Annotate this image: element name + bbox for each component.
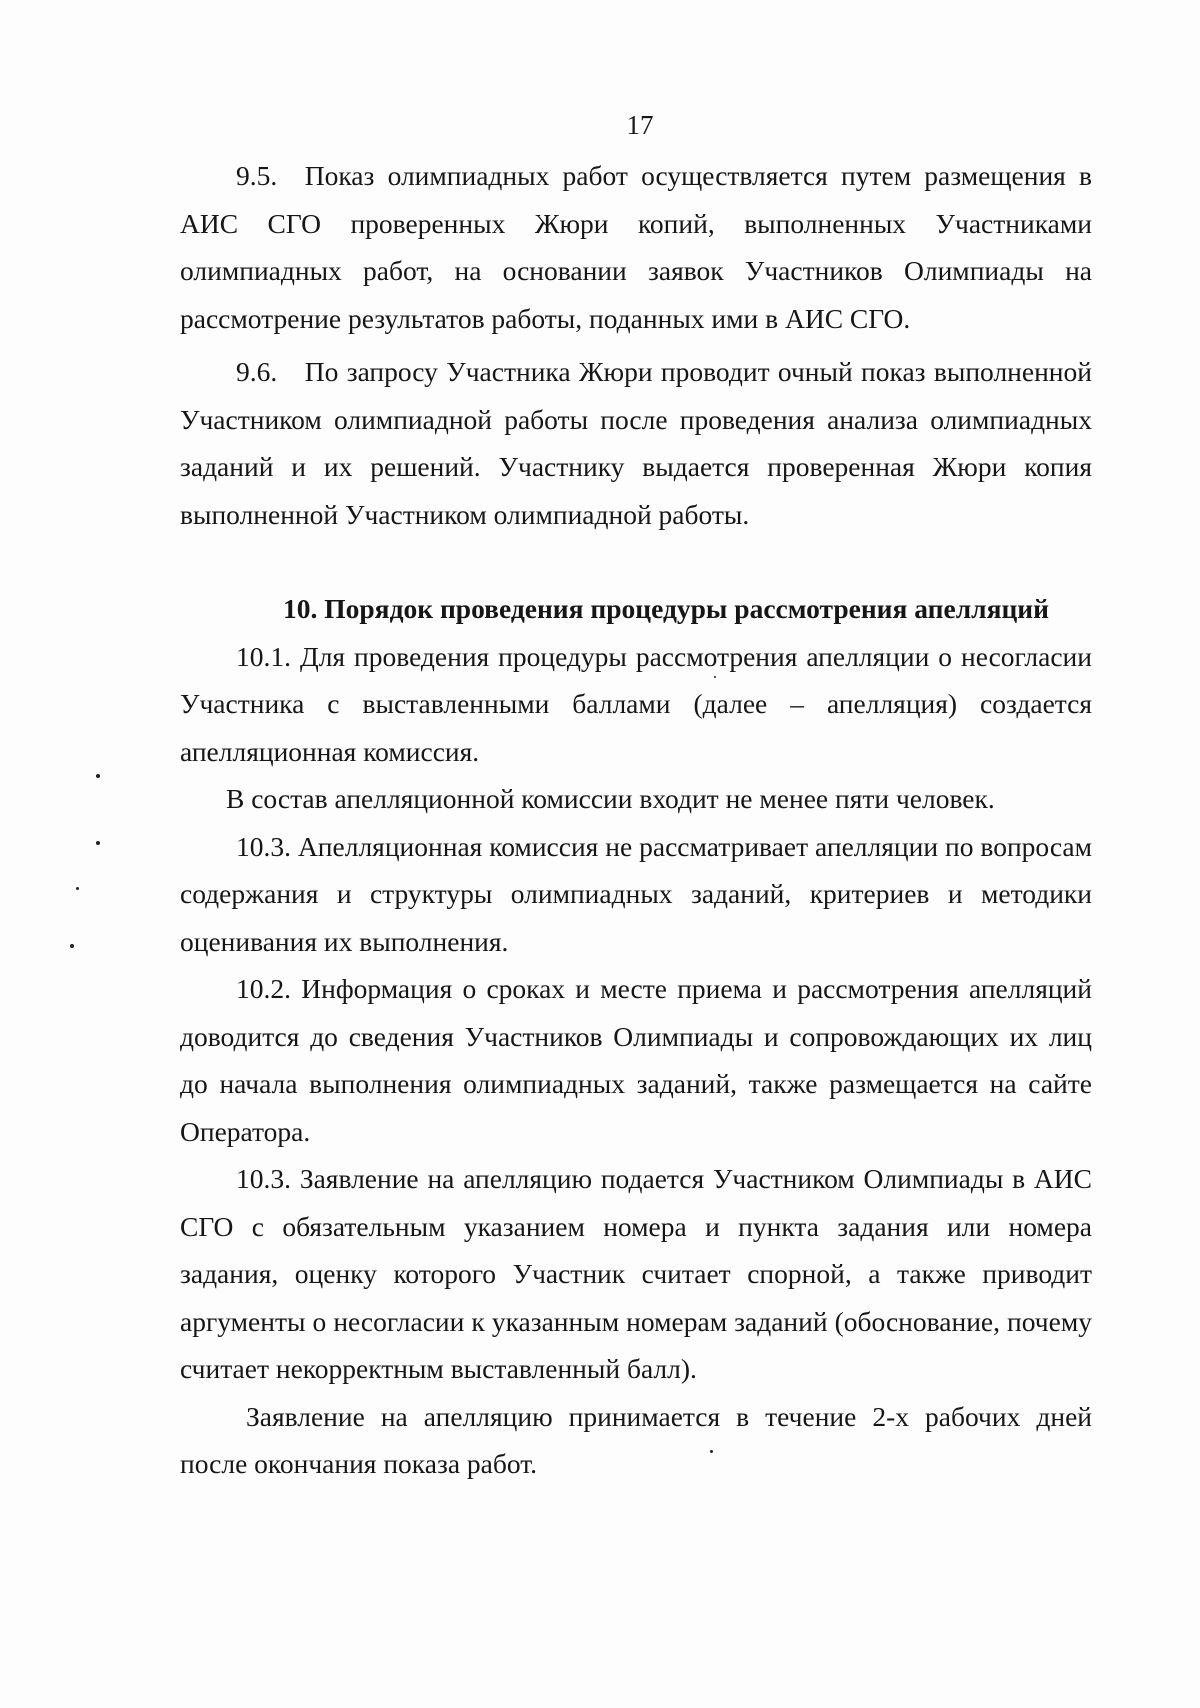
- paragraph-9-6: 9.6. По запросу Участника Жюри проводит очный показ выполненной Участником олимпиадной работы после проведения анализа олимпиадных заданий и их решений. Участнику выдается проверенная Жюри копия выполненной Участником олимпиадной работы.: [180, 356, 1092, 530]
- scan-speck: [96, 841, 100, 845]
- paragraph-10-3-a: 10.3. Апелляционная комиссия не рассматривает апелляции по вопросам содержания и структуры олимпиадных заданий, критериев и методики оценивания их выполнения.: [180, 830, 1092, 957]
- scan-speck: [76, 887, 79, 890]
- paragraph-9-5: 9.5. Показ олимпиадных работ осуществляется путем размещения в АИС СГО проверенных Жюри копий, выполненных Участниками олимпиадных работ, на основании заявок Участников Олимпиады на рассмотрение результатов работы, поданных ими в АИС СГО.: [180, 160, 1092, 334]
- page-number: 17: [626, 110, 654, 140]
- paragraph-10-1: 10.1. Для проведения процедуры рассмотрения апелляции о несогласии Участника с выставленными баллами (далее – апелляция) создается апелляционная комиссия.: [180, 640, 1092, 767]
- paragraph-commission-composition: В состав апелляционной комиссии входит не менее пяти человек.: [226, 783, 995, 814]
- paragraph-10-2: 10.2. Информация о сроках и месте приема и рассмотрения апелляций доводится до сведения Участников Олимпиады и сопровождающих их лиц до начала выполнения олимпиадных заданий, также размещается на сайте Оператора.: [180, 973, 1092, 1147]
- document-body: [180, 152, 1092, 1488]
- scan-speck: [710, 1450, 713, 1453]
- section-title: 10. Порядок проведения процедуры рассмотрения апелляций: [283, 593, 1049, 624]
- paragraph-appeal-deadline: Заявление на апелляцию принимается в течение 2-х рабочих дней после окончания показа работ.: [180, 1400, 1092, 1479]
- scan-speck: [70, 944, 74, 948]
- paragraph-10-3-b: 10.3. Заявление на апелляцию подается Участником Олимпиады в АИС СГО с обязательным указанием номера и пункта задания или номера задания, оценку которого Участник считает спорной, а также приводит аргументы о несогласии к указанным номерам заданий (обоснование, почему считает некорректным выставленный балл).: [180, 1163, 1092, 1384]
- scan-speck: [714, 676, 716, 678]
- scan-speck: [96, 774, 100, 778]
